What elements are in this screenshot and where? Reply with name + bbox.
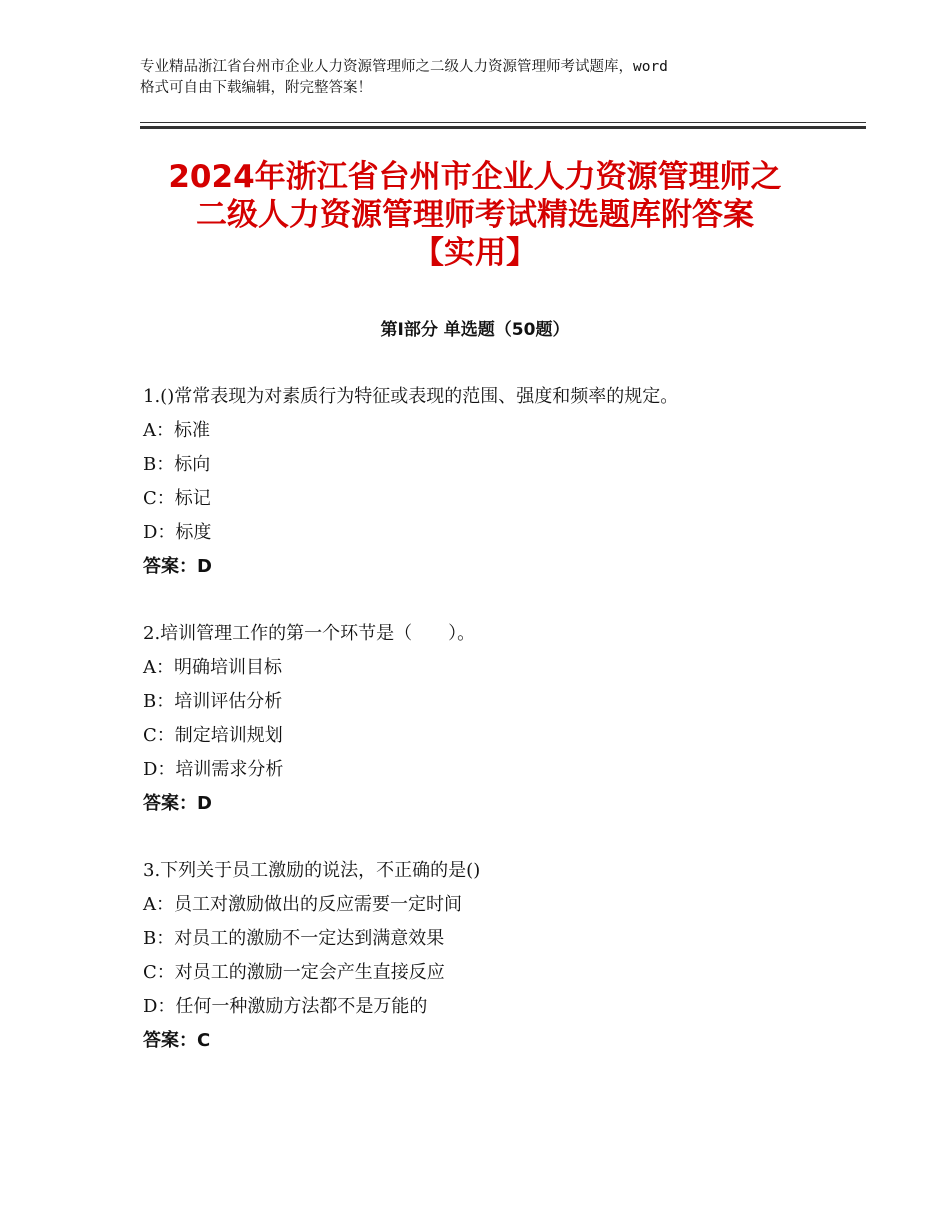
option-c: C：对员工的激励一定会产生直接反应 (143, 962, 445, 983)
header-note-line: 格式可自由下载编辑，附完整答案！ (140, 80, 372, 96)
question-item (143, 858, 863, 1062)
option-a: A：标准 (143, 420, 210, 441)
answer-line: 答案：D (143, 556, 212, 577)
title-line: 2024年浙江省台州市企业人力资源管理师之 (168, 159, 782, 195)
option-a: A：员工对激励做出的反应需要一定时间 (143, 894, 462, 915)
option-d: D：培训需求分析 (143, 759, 284, 780)
option-b: B：标向 (143, 454, 211, 475)
header-divider-thin (140, 122, 866, 123)
question-stem: 3.下列关于员工激励的说法，不正确的是() (143, 860, 481, 881)
section-heading: 第Ⅰ部分 单选题（50题） (380, 320, 570, 340)
option-c: C：制定培训规划 (143, 725, 283, 746)
option-a: A：明确培训目标 (143, 657, 282, 678)
option-d: D：标度 (143, 522, 212, 543)
option-b: B：培训评估分析 (143, 691, 283, 712)
header-divider-thick (140, 126, 866, 129)
header-note-line: 专业精品浙江省台州市企业人力资源管理师之二级人力资源管理师考试题库，word (140, 59, 668, 75)
option-b: B：对员工的激励不一定达到满意效果 (143, 928, 445, 949)
title-line: 【实用】 (413, 235, 537, 271)
header-note (140, 57, 840, 99)
question-list (143, 384, 863, 1095)
answer-line: 答案：C (143, 1030, 211, 1051)
document-title (120, 158, 830, 272)
answer-line: 答案：D (143, 793, 212, 814)
question-stem: 1.()常常表现为对素质行为特征或表现的范围、强度和频率的规定。 (143, 386, 679, 407)
question-item (143, 384, 863, 588)
option-c: C：标记 (143, 488, 211, 509)
question-item (143, 621, 863, 825)
option-d: D：任何一种激励方法都不是万能的 (143, 996, 428, 1017)
title-line: 二级人力资源管理师考试精选题库附答案 (196, 197, 754, 233)
question-stem: 2.培训管理工作的第一个环节是（ ）。 (143, 623, 476, 644)
